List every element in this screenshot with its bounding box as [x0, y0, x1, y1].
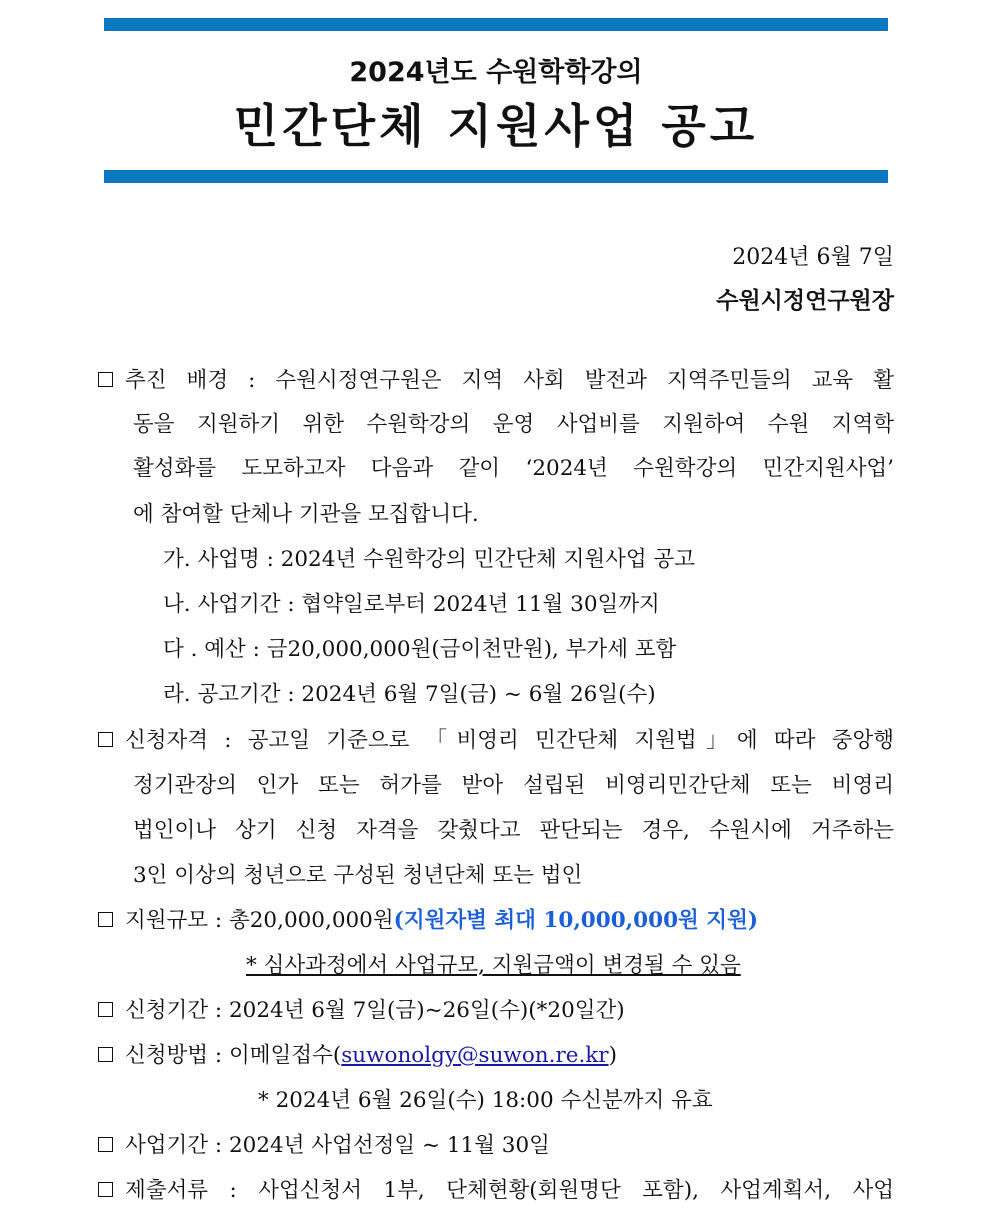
issuing-organization: 수원시정연구원장 [716, 288, 894, 314]
checkbox-icon [98, 1182, 113, 1197]
notice-date: 2024년 6월 7일 [732, 245, 894, 270]
eligibility-line-2: 정기관장의 인가 또는 허가를 받아 설립된 비영리민간단체 또는 비영리 [133, 773, 894, 798]
bottom-accent-bar [104, 170, 888, 183]
checkbox-icon [98, 372, 113, 387]
business-period-line: 사업기간 : 2024년 사업선정일 ~ 11월 30일 [98, 1131, 550, 1161]
notice-subtitle: 2024년도 수원학학강의 [349, 57, 643, 88]
eligibility-line-1: 신청자격 : 공고일 기준으로 「비영리 민간단체 지원법」에 따라 중앙행 [98, 726, 894, 756]
checkbox-icon [98, 1002, 113, 1017]
background-item-3: 다 . 예산 : 금20,000,000원(금이천만원), 부가세 포함 [163, 637, 677, 662]
background-item-2: 나. 사업기간 : 협약일로부터 2024년 11월 30일까지 [163, 592, 660, 617]
checkbox-icon [98, 912, 113, 927]
background-line-2: 동을 지원하기 위한 수원학강의 운영 사업비를 지원하여 수원 지역학 [133, 412, 894, 437]
top-accent-bar [104, 18, 888, 31]
scale-note: * 심사과정에서 사업규모, 지원금액이 변경될 수 있음 [246, 953, 741, 978]
scale-highlight: (지원자별 최대 10,000,000원 지원) [393, 908, 759, 933]
background-item-4: 라. 공고기간 : 2024년 6월 7일(금) ~ 6월 26일(수) [163, 682, 656, 707]
eligibility-line-3: 법인이나 상기 신청 자격을 갖췄다고 판단되는 경우, 수원시에 거주하는 [133, 818, 894, 843]
background-item-1: 가. 사업명 : 2024년 수원학강의 민간단체 지원사업 공고 [163, 547, 696, 572]
background-line-1: 추진 배경 : 수원시정연구원은 지역 사회 발전과 지역주민들의 교육 활 [98, 366, 894, 396]
checkbox-icon [98, 732, 113, 747]
checkbox-icon [98, 1047, 113, 1062]
application-period-line: 신청기간 : 2024년 6월 7일(금)~26일(수)(*20일간) [98, 996, 625, 1026]
scale-line: 지원규모 : 총20,000,000원(지원자별 최대 10,000,000원 지원) [98, 906, 758, 936]
background-line-3: 활성화를 도모하고자 다음과 같이 ‘2024년 수원학강의 민간지원사업’ [133, 456, 894, 481]
background-line-4: 에 참여할 단체나 기관을 모집합니다. [133, 502, 479, 527]
checkbox-icon [98, 1137, 113, 1152]
eligibility-line-4: 3인 이상의 청년으로 구성된 청년단체 또는 법인 [133, 863, 583, 888]
application-method-note: * 2024년 6월 26일(수) 18:00 수신분까지 유효 [258, 1088, 713, 1113]
notice-title: 민간단체 지원사업 공고 [233, 99, 759, 153]
application-method-line: 신청방법 : 이메일접수(suwonolgy@suwon.re.kr) [98, 1041, 617, 1071]
email-link[interactable]: suwonolgy@suwon.re.kr [341, 1043, 609, 1068]
documents-line: 제출서류 : 사업신청서 1부, 단체현황(회원명단 포함), 사업계획서, 사업 [98, 1176, 894, 1206]
